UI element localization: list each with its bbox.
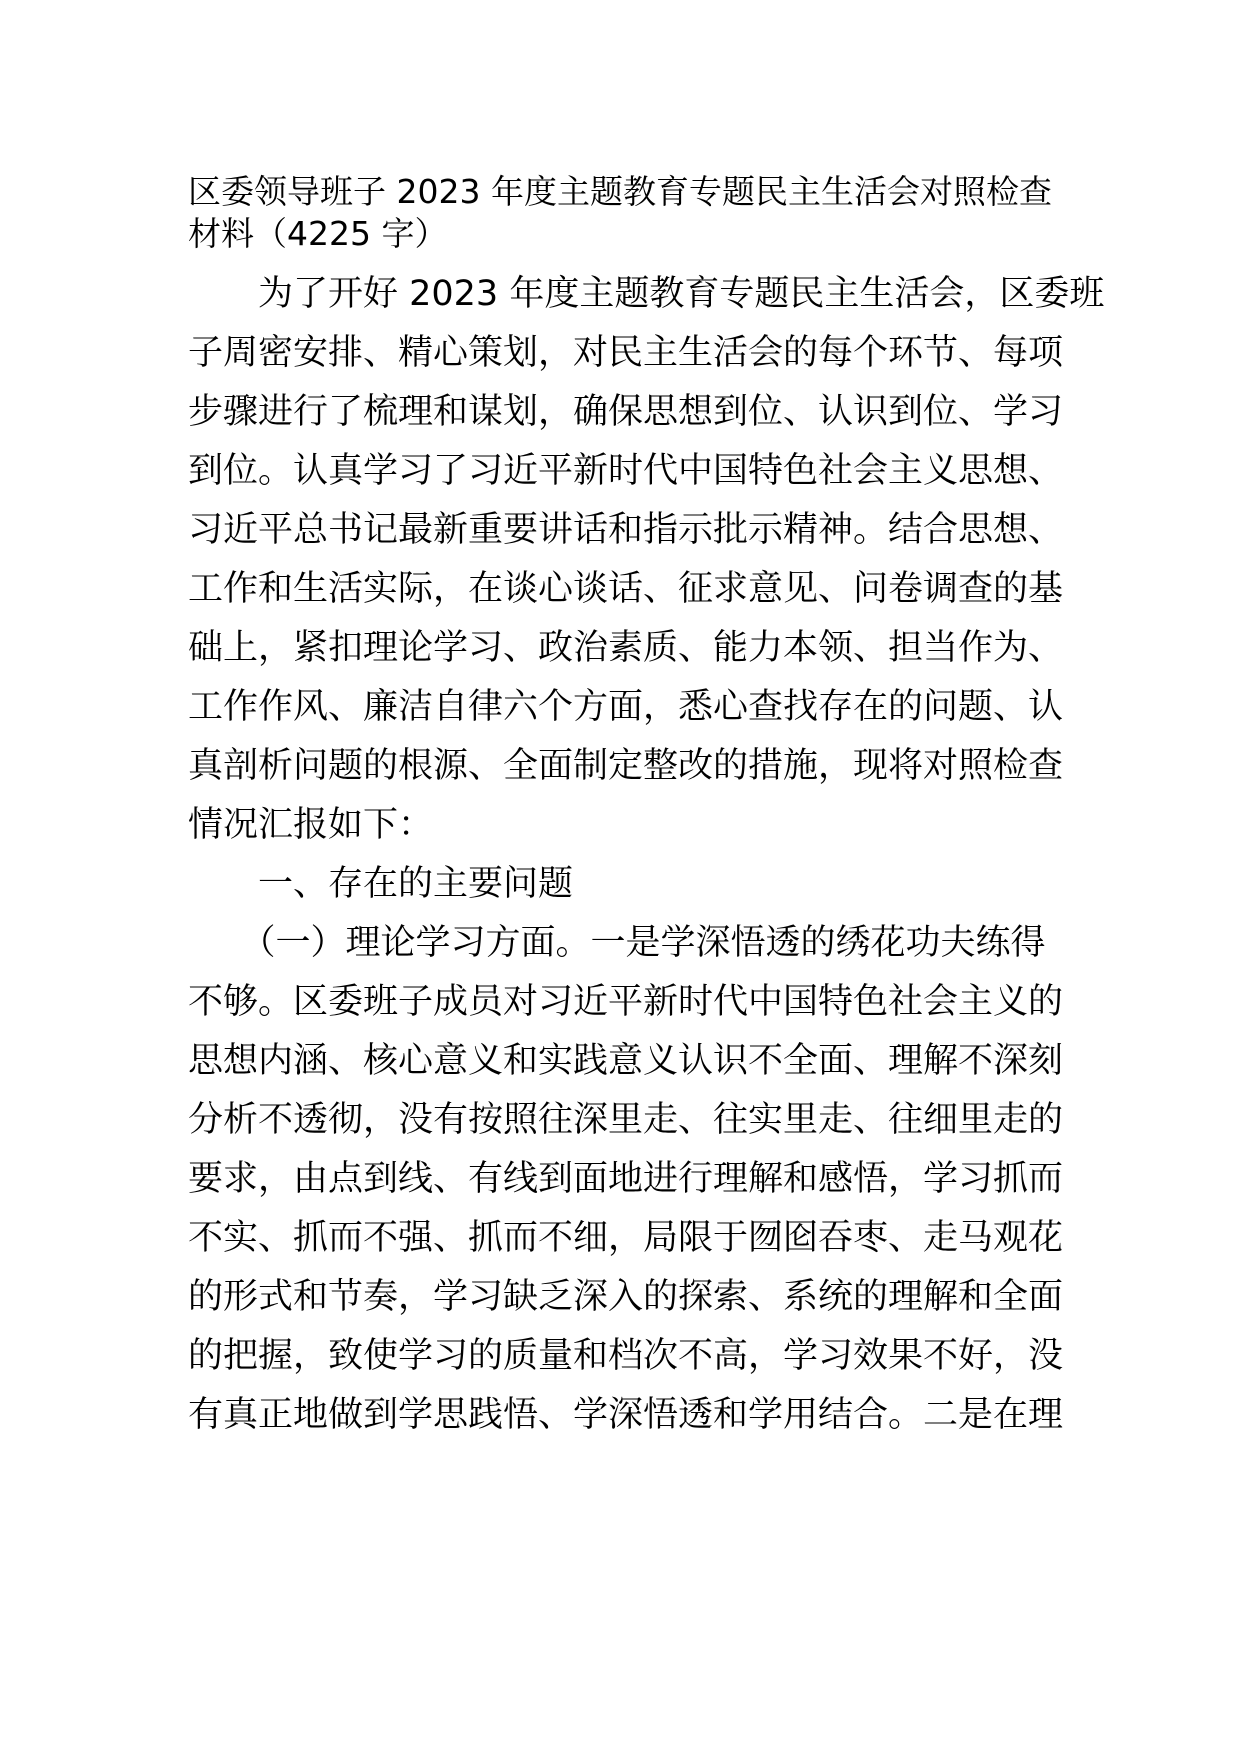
- body-line: 工作作风、廉洁自律六个方面，悉心查找存在的问题、认: [188, 687, 1064, 727]
- body-line: 为了开好 2023 年度主题教育专题民主生活会，区委班: [188, 274, 1105, 314]
- section-heading: 一、存在的主要问题: [188, 864, 574, 904]
- body-line: 的把握，致使学习的质量和档次不高，学习效果不好，没: [188, 1336, 1064, 1376]
- body-line: 有真正地做到学思践悟、学深悟透和学用结合。二是在理: [188, 1395, 1064, 1435]
- body-line: 不实、抓而不强、抓而不细，局限于囫囵吞枣、走马观花: [188, 1218, 1064, 1258]
- body-line: 分析不透彻，没有按照往深里走、往实里走、往细里走的: [188, 1100, 1064, 1140]
- body-line: 工作和生活实际，在谈心谈话、征求意见、问卷调查的基: [188, 569, 1064, 609]
- body-line: 要求，由点到线、有线到面地进行理解和感悟，学习抓而: [188, 1159, 1064, 1199]
- body-line: 情况汇报如下：: [188, 805, 434, 845]
- body-line: （一）理论学习方面。一是学深悟透的绣花功夫练得: [188, 923, 1046, 963]
- body-line: 的形式和节奏，学习缺乏深入的探索、系统的理解和全面: [188, 1277, 1064, 1317]
- body-line: 步骤进行了梳理和谋划，确保思想到位、认识到位、学习: [188, 392, 1064, 432]
- body-line: 子周密安排、精心策划，对民主生活会的每个环节、每项: [188, 333, 1064, 373]
- body-line: 真剖析问题的根源、全面制定整改的措施，现将对照检查: [188, 746, 1064, 786]
- body-line: 到位。认真学习了习近平新时代中国特色社会主义思想、: [188, 451, 1064, 491]
- body-line: 思想内涵、核心意义和实践意义认识不全面、理解不深刻: [188, 1041, 1064, 1081]
- body-line: 习近平总书记最新重要讲话和指示批示精神。结合思想、: [188, 510, 1064, 550]
- document-title-line-2: 材料（4225 字）: [188, 214, 448, 253]
- body-line: 不够。区委班子成员对习近平新时代中国特色社会主义的: [188, 982, 1064, 1022]
- body-line: 础上，紧扣理论学习、政治素质、能力本领、担当作为、: [188, 628, 1064, 668]
- document-title-line-1: 区委领导班子 2023 年度主题教育专题民主生活会对照检查: [188, 172, 1052, 211]
